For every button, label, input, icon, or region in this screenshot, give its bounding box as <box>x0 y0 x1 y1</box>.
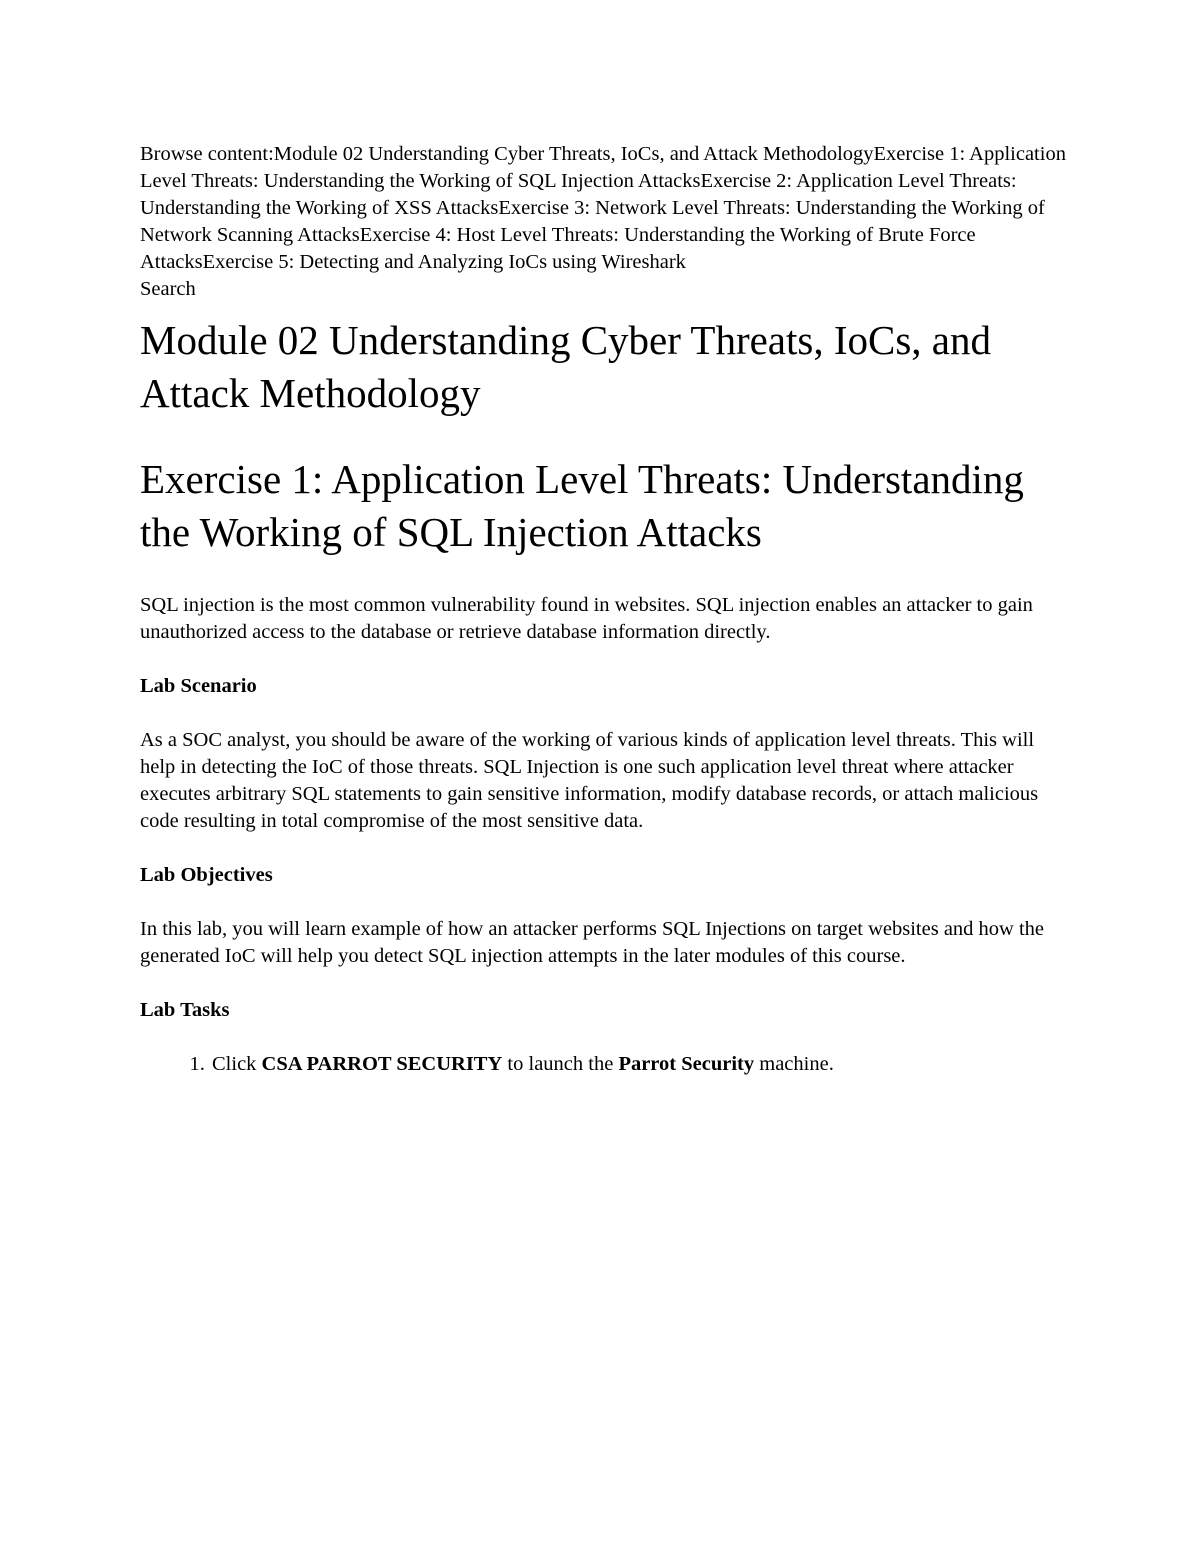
browse-link-exercise-4[interactable]: Exercise 4: Host Level Threats: Understanding the Working of Brute Force Attacks <box>140 224 976 273</box>
lab-tasks-list <box>140 1051 1070 1078</box>
browse-link-exercise-5[interactable]: Exercise 5: Detecting and Analyzing IoCs using Wireshark <box>202 251 686 273</box>
task-text: to launch the <box>502 1053 619 1075</box>
lab-scenario-heading: Lab Scenario <box>140 675 257 697</box>
task-text: machine. <box>754 1053 834 1075</box>
task-bold-csa-parrot-security: CSA PARROT SECURITY <box>261 1053 503 1075</box>
intro-paragraph: SQL injection is the most common vulnerability found in websites. SQL injection enables an attacker to gain unauthorized access to the database or retrieve database information directly. <box>140 594 1033 643</box>
lab-objectives-heading: Lab Objectives <box>140 864 273 886</box>
lab-tasks-heading: Lab Tasks <box>140 999 230 1021</box>
browse-content-prefix: Browse content: <box>140 143 274 165</box>
browse-link-exercise-3[interactable]: Exercise 3: Network Level Threats: Understanding the Working of Network Scanning Attacks <box>140 197 1045 246</box>
document-page <box>140 141 1070 1078</box>
lab-task-item <box>210 1051 1070 1078</box>
exercise-title: Exercise 1: Application Level Threats: Understanding the Working of SQL Injection Attacks <box>140 456 1024 555</box>
browse-link-exercise-1[interactable]: Exercise 1: Application Level Threats: Understanding the Working of SQL Injection Attacks <box>140 143 1066 192</box>
task-text: Click <box>212 1053 262 1075</box>
browse-link-exercise-2[interactable]: Exercise 2: Application Level Threats: Understanding the Working of XSS Attacks <box>140 170 1017 219</box>
browse-content-breadcrumb <box>140 141 1070 276</box>
lab-scenario-text: As a SOC analyst, you should be aware of the working of various kinds of application level threats. This will help in detecting the IoC of those threats. SQL Injection is one such application level threat where attacker executes arbitrary SQL statements to gain sensitive information, modify database records, or attach malicious code resulting in total compromise of the most sensitive data. <box>140 729 1039 832</box>
browse-link-module[interactable]: Module 02 Understanding Cyber Threats, IoCs, and Attack Methodology <box>273 143 874 165</box>
lab-objectives-text: In this lab, you will learn example of how an attacker performs SQL Injections on target websites and how the generated IoC will help you detect SQL injection attempts in the later modules of this course. <box>140 918 1045 967</box>
search-label[interactable]: Search <box>140 278 196 300</box>
task-bold-parrot-security: Parrot Security <box>618 1053 755 1075</box>
module-title: Module 02 Understanding Cyber Threats, IoCs, and Attack Methodology <box>140 317 991 416</box>
